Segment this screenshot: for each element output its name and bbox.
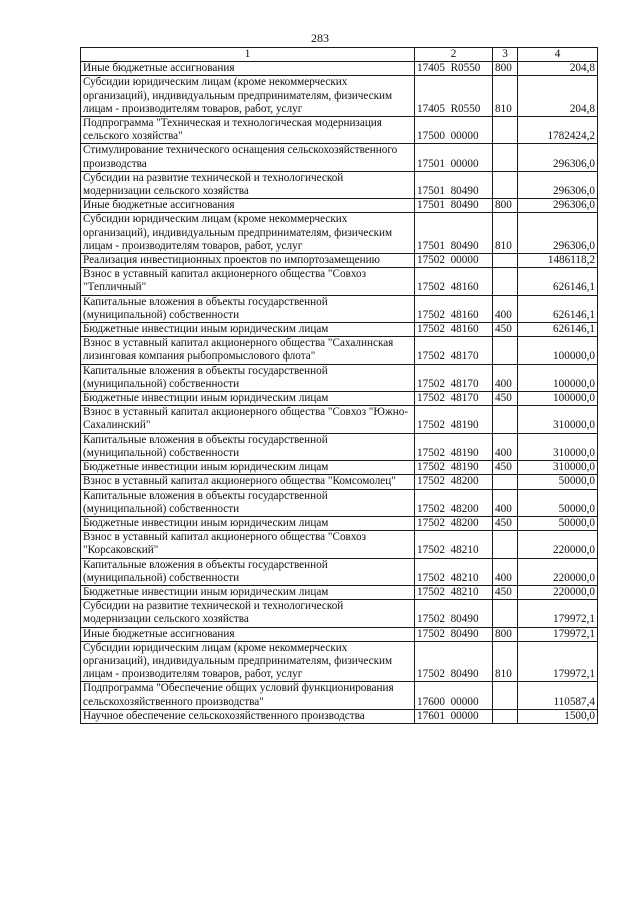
row-amount-cell: 100000,0 <box>518 392 598 406</box>
row-kind-cell <box>493 337 518 364</box>
row-code-cell: 17502 48170 <box>415 337 493 364</box>
table-row <box>81 337 598 364</box>
row-name-cell: Субсидии юридическим лицам (кроме некоммерческих организаций), индивидуальным предпринимателям, физическим лицам - производителям товаров, работ, услуг <box>81 76 415 117</box>
row-amount-cell: 1486118,2 <box>518 254 598 268</box>
row-code-cell: 17502 48190 <box>415 433 493 460</box>
table-row <box>81 268 598 295</box>
row-amount-cell: 179972,1 <box>518 600 598 627</box>
row-kind-cell: 810 <box>493 213 518 254</box>
row-amount-cell: 296306,0 <box>518 144 598 171</box>
table-row <box>81 585 598 599</box>
row-kind-cell <box>493 171 518 198</box>
row-amount-cell: 50000,0 <box>518 475 598 489</box>
table-row <box>81 392 598 406</box>
table-row <box>81 295 598 322</box>
table-row <box>81 475 598 489</box>
row-name-cell: Взнос в уставный капитал акционерного общества "Комсомолец" <box>81 475 415 489</box>
row-code-cell: 17502 48170 <box>415 392 493 406</box>
row-name-cell: Бюджетные инвестиции иным юридическим лицам <box>81 392 415 406</box>
row-amount-cell: 310000,0 <box>518 433 598 460</box>
row-amount-cell: 626146,1 <box>518 295 598 322</box>
row-code-cell: 17405 R0550 <box>415 76 493 117</box>
row-kind-cell <box>493 682 518 709</box>
row-kind-cell: 400 <box>493 558 518 585</box>
row-kind-cell: 800 <box>493 62 518 76</box>
row-code-cell: 17501 00000 <box>415 144 493 171</box>
row-amount-cell: 310000,0 <box>518 461 598 475</box>
row-code-cell: 17500 00000 <box>415 117 493 144</box>
row-name-cell: Бюджетные инвестиции иным юридическим лицам <box>81 323 415 337</box>
header-col-code: 2 <box>415 48 493 62</box>
row-name-cell: Иные бюджетные ассигнования <box>81 62 415 76</box>
table-row <box>81 323 598 337</box>
table-row <box>81 461 598 475</box>
table-row <box>81 76 598 117</box>
row-name-cell: Капитальные вложения в объекты государственной (муниципальной) собственности <box>81 433 415 460</box>
row-kind-cell <box>493 268 518 295</box>
row-amount-cell: 296306,0 <box>518 171 598 198</box>
row-kind-cell: 800 <box>493 199 518 213</box>
row-kind-cell: 810 <box>493 76 518 117</box>
row-amount-cell: 296306,0 <box>518 213 598 254</box>
row-name-cell: Бюджетные инвестиции иным юридическим лицам <box>81 585 415 599</box>
row-amount-cell: 50000,0 <box>518 516 598 530</box>
row-amount-cell: 50000,0 <box>518 489 598 516</box>
row-code-cell: 17502 48160 <box>415 323 493 337</box>
row-name-cell: Научное обеспечение сельскохозяйственного производства <box>81 709 415 723</box>
table-row <box>81 406 598 433</box>
row-kind-cell: 800 <box>493 627 518 641</box>
header-col-amount: 4 <box>518 48 598 62</box>
table-row <box>81 254 598 268</box>
row-kind-cell: 450 <box>493 585 518 599</box>
row-name-cell: Подпрограмма "Техническая и технологическая модернизация сельского хозяйства" <box>81 117 415 144</box>
row-name-cell: Субсидии на развитие технической и технологической модернизации сельского хозяйства <box>81 171 415 198</box>
row-name-cell: Иные бюджетные ассигнования <box>81 199 415 213</box>
row-amount-cell: 179972,1 <box>518 641 598 682</box>
row-code-cell: 17502 48210 <box>415 558 493 585</box>
row-code-cell: 17502 48210 <box>415 585 493 599</box>
row-kind-cell: 450 <box>493 516 518 530</box>
row-name-cell: Капитальные вложения в объекты государственной (муниципальной) собственности <box>81 558 415 585</box>
table-row <box>81 62 598 76</box>
table-row <box>81 516 598 530</box>
row-kind-cell: 450 <box>493 461 518 475</box>
row-amount-cell: 626146,1 <box>518 268 598 295</box>
table-row <box>81 627 598 641</box>
table-row <box>81 433 598 460</box>
table-row <box>81 558 598 585</box>
row-name-cell: Капитальные вложения в объекты государственной (муниципальной) собственности <box>81 364 415 391</box>
row-code-cell: 17502 48160 <box>415 295 493 322</box>
row-code-cell: 17502 48170 <box>415 364 493 391</box>
row-name-cell: Иные бюджетные ассигнования <box>81 627 415 641</box>
row-kind-cell: 400 <box>493 295 518 322</box>
row-code-cell: 17502 48200 <box>415 475 493 489</box>
table-row <box>81 199 598 213</box>
row-name-cell: Субсидии юридическим лицам (кроме некоммерческих организаций), индивидуальным предпринимателям, физическим лицам - производителям товаров, работ, услуг <box>81 641 415 682</box>
row-name-cell: Бюджетные инвестиции иным юридическим лицам <box>81 461 415 475</box>
row-code-cell: 17405 R0550 <box>415 62 493 76</box>
row-kind-cell <box>493 600 518 627</box>
table-row <box>81 682 598 709</box>
row-name-cell: Бюджетные инвестиции иным юридическим лицам <box>81 516 415 530</box>
row-code-cell: 17501 80490 <box>415 213 493 254</box>
page-number: 283 <box>311 31 329 45</box>
table-row <box>81 117 598 144</box>
row-code-cell: 17600 00000 <box>415 682 493 709</box>
row-code-cell: 17501 80490 <box>415 171 493 198</box>
table-row <box>81 171 598 198</box>
row-amount-cell: 110587,4 <box>518 682 598 709</box>
row-amount-cell: 220000,0 <box>518 585 598 599</box>
row-name-cell: Субсидии юридическим лицам (кроме некоммерческих организаций), индивидуальным предпринимателям, физическим лицам - производителям товаров, работ, услуг <box>81 213 415 254</box>
row-name-cell: Взнос в уставный капитал акционерного общества "Совхоз "Южно-Сахалинский" <box>81 406 415 433</box>
table-row <box>81 144 598 171</box>
row-kind-cell: 400 <box>493 364 518 391</box>
row-code-cell: 17502 48190 <box>415 461 493 475</box>
table-row <box>81 489 598 516</box>
row-code-cell: 17502 48210 <box>415 531 493 558</box>
row-kind-cell <box>493 117 518 144</box>
header-row <box>81 48 598 62</box>
budget-table <box>80 47 598 724</box>
row-kind-cell: 450 <box>493 323 518 337</box>
row-code-cell: 17501 80490 <box>415 199 493 213</box>
row-code-cell: 17502 80490 <box>415 600 493 627</box>
row-amount-cell: 100000,0 <box>518 337 598 364</box>
row-amount-cell: 626146,1 <box>518 323 598 337</box>
row-amount-cell: 100000,0 <box>518 364 598 391</box>
table-row <box>81 600 598 627</box>
row-code-cell: 17502 00000 <box>415 254 493 268</box>
row-amount-cell: 204,8 <box>518 76 598 117</box>
row-name-cell: Взнос в уставный капитал акционерного общества "Совхоз "Корсаковский" <box>81 531 415 558</box>
row-name-cell: Субсидии на развитие технической и технологической модернизации сельского хозяйства <box>81 600 415 627</box>
row-amount-cell: 220000,0 <box>518 558 598 585</box>
row-amount-cell: 204,8 <box>518 62 598 76</box>
row-code-cell: 17502 48200 <box>415 516 493 530</box>
table-row <box>81 641 598 682</box>
row-kind-cell <box>493 475 518 489</box>
row-kind-cell: 450 <box>493 392 518 406</box>
row-code-cell: 17502 80490 <box>415 627 493 641</box>
row-code-cell: 17502 48200 <box>415 489 493 516</box>
header-col-kind: 3 <box>493 48 518 62</box>
row-code-cell: 17502 48190 <box>415 406 493 433</box>
row-code-cell: 17601 00000 <box>415 709 493 723</box>
row-kind-cell <box>493 144 518 171</box>
row-name-cell: Капитальные вложения в объекты государственной (муниципальной) собственности <box>81 489 415 516</box>
row-amount-cell: 179972,1 <box>518 627 598 641</box>
row-amount-cell: 220000,0 <box>518 531 598 558</box>
row-kind-cell <box>493 709 518 723</box>
row-amount-cell: 296306,0 <box>518 199 598 213</box>
row-name-cell: Реализация инвестиционных проектов по импортозамещению <box>81 254 415 268</box>
row-amount-cell: 1782424,2 <box>518 117 598 144</box>
row-name-cell: Взнос в уставный капитал акционерного общества "Совхоз "Тепличный" <box>81 268 415 295</box>
row-kind-cell <box>493 531 518 558</box>
row-amount-cell: 1500,0 <box>518 709 598 723</box>
row-name-cell: Капитальные вложения в объекты государственной (муниципальной) собственности <box>81 295 415 322</box>
table-row <box>81 709 598 723</box>
row-name-cell: Взнос в уставный капитал акционерного общества "Сахалинская лизинговая компания рыбопромыслового флота" <box>81 337 415 364</box>
row-kind-cell <box>493 406 518 433</box>
row-name-cell: Подпрограмма "Обеспечение общих условий функционирования сельскохозяйственного производства" <box>81 682 415 709</box>
row-kind-cell <box>493 254 518 268</box>
row-kind-cell: 810 <box>493 641 518 682</box>
table-row <box>81 213 598 254</box>
row-name-cell: Стимулирование технического оснащения сельскохозяйственного производства <box>81 144 415 171</box>
table-row <box>81 531 598 558</box>
row-amount-cell: 310000,0 <box>518 406 598 433</box>
row-code-cell: 17502 80490 <box>415 641 493 682</box>
header-col-name: 1 <box>81 48 415 62</box>
row-kind-cell: 400 <box>493 489 518 516</box>
row-kind-cell: 400 <box>493 433 518 460</box>
row-code-cell: 17502 48160 <box>415 268 493 295</box>
table-row <box>81 364 598 391</box>
